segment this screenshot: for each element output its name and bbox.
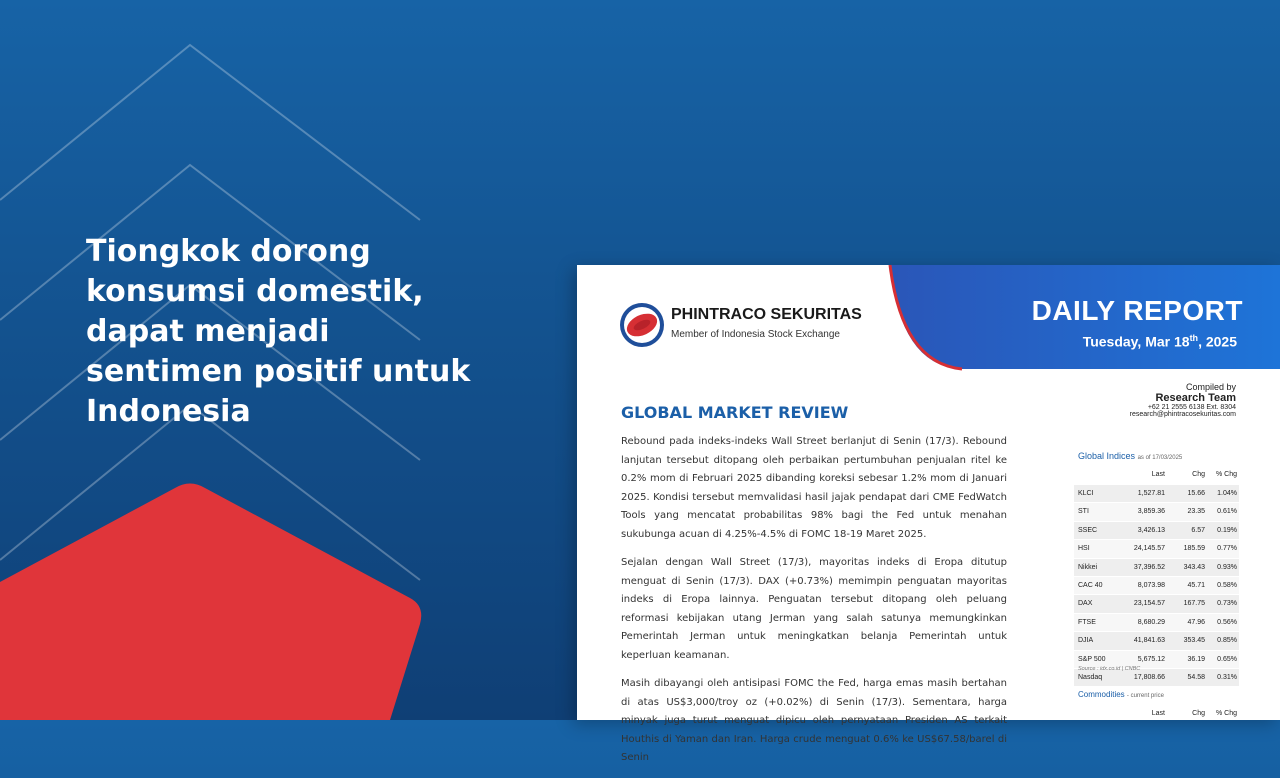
commodities-title: Commodities	[1078, 690, 1125, 699]
cell-pct: 0.61%	[1217, 508, 1237, 516]
headline-line: konsumsi domestik,	[86, 274, 424, 309]
cell-pct: 0.19%	[1217, 526, 1237, 534]
cell-pct: 0.73%	[1217, 600, 1237, 608]
cell-name: CAC 40	[1078, 581, 1103, 589]
cell-name: Nasdaq	[1078, 673, 1103, 681]
cell-name: Nikkei	[1078, 563, 1098, 571]
cell-last: 3,426.13	[1137, 526, 1165, 534]
cell-chg: 45.71	[1187, 581, 1205, 589]
header-pct: % Chg	[1215, 710, 1237, 717]
cell-chg: 185.59	[1183, 545, 1205, 553]
cell-pct: 0.93%	[1217, 563, 1237, 571]
compiled-by-label: Compiled by	[1185, 382, 1236, 392]
cell-name: SSEC	[1078, 526, 1098, 534]
table-row	[1074, 485, 1239, 503]
paragraph: Rebound pada indeks-indeks Wall Street berlanjut di Senin (17/3). Rebound lanjutan tersebut ditopang oleh perbaikan pertumbuhan penjualan ritel ke 0.2% mom di Februari 2025 dibanding koreksi sebesar 1.2% mom di Januari 2025. Kondisi tersebut memvalidasi hasil jajak pendapat dari CME FedWatch Tools yang mencatat probabilitas 98% bagi the Fed untuk menahan sukubunga acuan di 4.25%-4.5% di FOMC 18-19 Maret 2025.	[621, 436, 1007, 540]
cell-last: 37,396.52	[1133, 563, 1165, 571]
cell-chg: 23.35	[1187, 508, 1205, 516]
cell-chg: 167.75	[1183, 600, 1205, 608]
banner-date-text: Tuesday, Mar 18	[1082, 333, 1190, 350]
table-row	[1074, 614, 1239, 632]
cell-name: HSI	[1078, 545, 1090, 553]
cell-name: KLCI	[1078, 490, 1094, 497]
cell-chg: 15.66	[1187, 490, 1205, 497]
commodities-caption	[1078, 690, 1164, 699]
global-indices-table	[1074, 485, 1239, 687]
cell-name: S&P 500	[1078, 655, 1106, 663]
research-phone: +62 21 2555 6138 Ext. 8304	[1147, 404, 1236, 411]
cell-pct: 0.85%	[1217, 637, 1237, 645]
global-indices-title: Global Indices	[1078, 451, 1136, 461]
cell-chg: 54.58	[1187, 673, 1205, 681]
headline-line: Tiongkok dorong	[86, 234, 371, 269]
cell-name: DAX	[1078, 600, 1093, 608]
global-indices-asof: as of 17/03/2025	[1137, 455, 1183, 461]
banner-title: DAILY REPORT	[1031, 295, 1243, 326]
cell-chg: 36.19	[1187, 655, 1205, 663]
paragraph: Sejalan dengan Wall Street (17/3), mayoritas indeks di Eropa ditutup menguat di Senin (17/3). DAX (+0.73%) memimpin penguatan mayoritas indeks di Eropa lainnya. Penguatan tersebut ditopang oleh peluang reformasi kebijakan utang Jerman yang salah satunya memungkinkan Pemerintah Jerman untuk meningkatkan belanja Pemerintah untuk keperluan keamanan.	[621, 557, 1007, 661]
header-pct: % Chg	[1215, 471, 1237, 478]
header-last: Last	[1151, 471, 1165, 478]
cell-chg: 353.45	[1183, 637, 1205, 645]
cell-last: 17,808.66	[1133, 673, 1165, 681]
phintraco-logo	[617, 301, 667, 349]
cell-chg: 47.96	[1187, 618, 1205, 626]
research-email: research@phintracosekuritas.com	[1129, 411, 1236, 418]
daily-report-sheet	[577, 265, 1280, 763]
global-indices-caption	[1078, 451, 1182, 461]
table-row	[1074, 595, 1239, 613]
paragraph: Masih dibayangi oleh antisipasi FOMC the Fed, harga emas masih bertahan di atas US$3,000/troy oz (+0.02%) di Senin (17/3). Sementara, harga minyak juga turut menguat dipicu oleh pernyataan Presiden AS terkait Houthis di Yaman dan Iran. Harga crude menguat 0.6% ke US$67.58/barel di Senin	[621, 678, 1007, 763]
cell-last: 41,841.63	[1133, 637, 1165, 645]
header-chg: Chg	[1192, 710, 1205, 717]
table-source: Source : idx.co.id | CNBC	[1078, 666, 1141, 672]
cell-last: 23,154.57	[1133, 600, 1165, 608]
cell-chg: 6.57	[1191, 526, 1205, 534]
headline	[86, 232, 506, 432]
cell-last: 8,073.98	[1137, 581, 1165, 589]
table-row	[1074, 540, 1239, 558]
cell-last: 3,859.36	[1137, 508, 1165, 516]
commodities-note: - current price	[1126, 693, 1164, 699]
cell-pct: 1.04%	[1217, 490, 1237, 497]
report-body	[621, 433, 1007, 778]
table-row	[1074, 503, 1239, 521]
cell-pct: 0.65%	[1217, 655, 1237, 663]
cell-pct: 0.58%	[1217, 581, 1237, 589]
cell-name: STI	[1078, 508, 1089, 516]
compiled-by-block	[1130, 382, 1236, 418]
headline-line: Indonesia	[86, 394, 251, 429]
cell-pct: 0.31%	[1217, 673, 1237, 681]
headline-line: dapat menjadi	[86, 314, 330, 349]
banner-date-year: , 2025	[1198, 333, 1237, 350]
cell-name: DJIA	[1078, 637, 1094, 645]
table-row	[1074, 577, 1239, 595]
banner-date-suffix-sup: th	[1189, 333, 1199, 343]
cell-chg: 343.43	[1183, 563, 1205, 571]
cell-last: 1,527.81	[1137, 490, 1165, 497]
table-row	[1074, 632, 1239, 650]
brand-name: PHINTRACO SEKURITAS	[671, 306, 862, 323]
cell-pct: 0.77%	[1217, 545, 1237, 553]
headline-line: sentimen positif untuk	[86, 354, 471, 389]
cell-last: 8,680.29	[1137, 618, 1165, 626]
cell-name: FTSE	[1078, 618, 1096, 626]
research-team: Research Team	[1155, 392, 1236, 404]
section-title: GLOBAL MARKET REVIEW	[621, 403, 849, 422]
cell-last: 24,145.57	[1133, 545, 1165, 553]
cell-last: 5,675.12	[1137, 655, 1165, 663]
header-chg: Chg	[1192, 471, 1205, 478]
header-last: Last	[1151, 710, 1165, 717]
table-row	[1074, 522, 1239, 540]
banner-date	[1013, 333, 1237, 350]
red-chevron-shape	[0, 470, 440, 720]
table-row	[1074, 559, 1239, 577]
cell-pct: 0.56%	[1217, 618, 1237, 626]
brand-subtitle: Member of Indonesia Stock Exchange	[671, 329, 840, 340]
